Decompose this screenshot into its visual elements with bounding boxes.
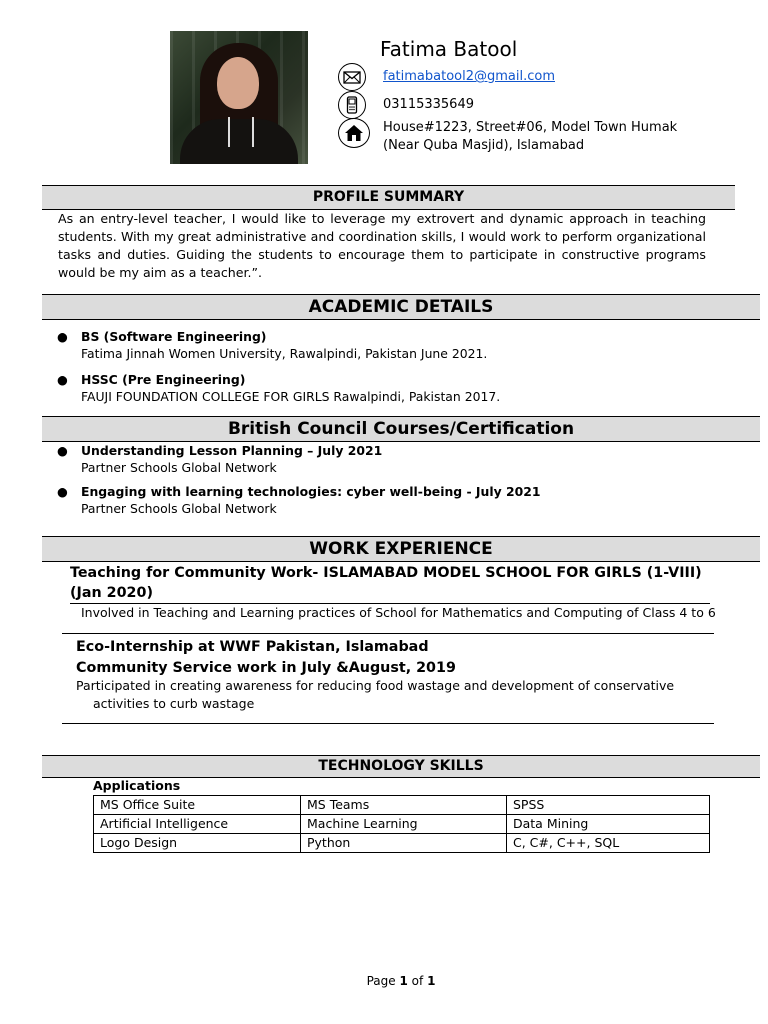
academic-title: HSSC (Pre Engineering) xyxy=(81,372,246,387)
profile-photo xyxy=(170,31,308,164)
home-icon xyxy=(338,118,370,148)
course-detail: Partner Schools Global Network xyxy=(81,460,277,475)
divider xyxy=(70,603,710,604)
table-cell: SPSS xyxy=(507,796,710,815)
email-link[interactable]: fatimabatool2@gmail.com xyxy=(383,69,555,84)
table-row xyxy=(94,815,710,834)
course-detail: Partner Schools Global Network xyxy=(81,501,277,516)
technology-skills-heading: TECHNOLOGY SKILLS xyxy=(42,755,760,778)
page-total: 1 xyxy=(427,974,436,988)
address-line-1: House#1223, Street#06, Model Town Humak xyxy=(383,120,678,135)
bullet-icon: ● xyxy=(57,329,68,344)
job1-description: Involved in Teaching and Learning practices of School for Mathematics and Computing of Class 4 to 6 xyxy=(81,605,716,620)
table-cell: Data Mining xyxy=(507,815,710,834)
divider xyxy=(62,633,714,634)
list-item xyxy=(57,483,721,517)
table-cell: MS Teams xyxy=(301,796,507,815)
bullet-icon: ● xyxy=(57,443,68,458)
courses-heading: British Council Courses/Certification xyxy=(42,416,760,442)
profile-line: would be my aim as a teacher.”. xyxy=(58,265,263,280)
academic-details-heading: ACADEMIC DETAILS xyxy=(42,294,760,320)
course-title: Engaging with learning technologies: cyber well-being - July 2021 xyxy=(81,484,541,499)
profile-line: students. With my great administrative and coordination skills, I would work to perform organizational xyxy=(58,229,706,244)
phone-icon xyxy=(338,91,366,119)
course-title: Understanding Lesson Planning – July 2021 xyxy=(81,443,383,458)
job2-description xyxy=(76,677,674,713)
bullet-icon: ● xyxy=(57,372,68,387)
page-number xyxy=(0,974,768,988)
profile-line: tasks and duties. Guiding the students to encourage them to participate in constructive programs xyxy=(58,247,706,262)
list-item xyxy=(57,371,681,405)
table-cell: MS Office Suite xyxy=(94,796,301,815)
phone-number: 03115335649 xyxy=(383,97,474,112)
work-experience-heading: WORK EXPERIENCE xyxy=(42,536,760,562)
academic-detail: FAUJI FOUNDATION COLLEGE FOR GIRLS Rawalpindi, Pakistan 2017. xyxy=(81,389,501,404)
envelope-icon xyxy=(338,63,366,91)
page-label: Page xyxy=(366,974,396,988)
list-item xyxy=(57,442,721,476)
candidate-name: Fatima Batool xyxy=(380,37,518,61)
bullet-icon: ● xyxy=(57,484,68,499)
job2-desc-line: Participated in creating awareness for reducing food wastage and development of conservative xyxy=(76,678,675,693)
skills-table xyxy=(93,795,710,853)
table-cell: C, C#, C++, SQL xyxy=(507,834,710,853)
profile-summary-text xyxy=(58,210,706,282)
page-of-label: of xyxy=(411,974,424,988)
job2-subtitle: Community Service work in July &August, 2019 xyxy=(76,660,456,676)
job1-date: (Jan 2020) xyxy=(70,585,153,601)
list-item xyxy=(57,328,681,362)
academic-detail: Fatima Jinnah Women University, Rawalpindi, Pakistan June 2021. xyxy=(81,346,488,361)
job2-title-line: Eco-Internship at WWF Pakistan, Islamabad xyxy=(76,639,429,655)
table-cell: Python xyxy=(301,834,507,853)
job1-title-line: Teaching for Community Work- ISLAMABAD MODEL SCHOOL FOR GIRLS (1-VIII) xyxy=(70,565,702,581)
table-row xyxy=(94,796,710,815)
divider xyxy=(62,723,714,724)
profile-line: As an entry-level teacher, I would like to leverage my extrovert and dynamic approach in teaching xyxy=(58,211,706,226)
job2-title xyxy=(76,637,456,679)
academic-title: BS (Software Engineering) xyxy=(81,329,267,344)
table-cell: Logo Design xyxy=(94,834,301,853)
job2-desc-line: activities to curb wastage xyxy=(93,696,255,711)
job1-title xyxy=(70,563,702,603)
address-line-2: (Near Quba Masjid), Islamabad xyxy=(383,138,585,153)
applications-subheading: Applications xyxy=(93,778,181,793)
table-cell: Machine Learning xyxy=(301,815,507,834)
table-row xyxy=(94,834,710,853)
page-current: 1 xyxy=(399,974,408,988)
table-cell: Artificial Intelligence xyxy=(94,815,301,834)
profile-summary-heading: PROFILE SUMMARY xyxy=(42,185,735,210)
